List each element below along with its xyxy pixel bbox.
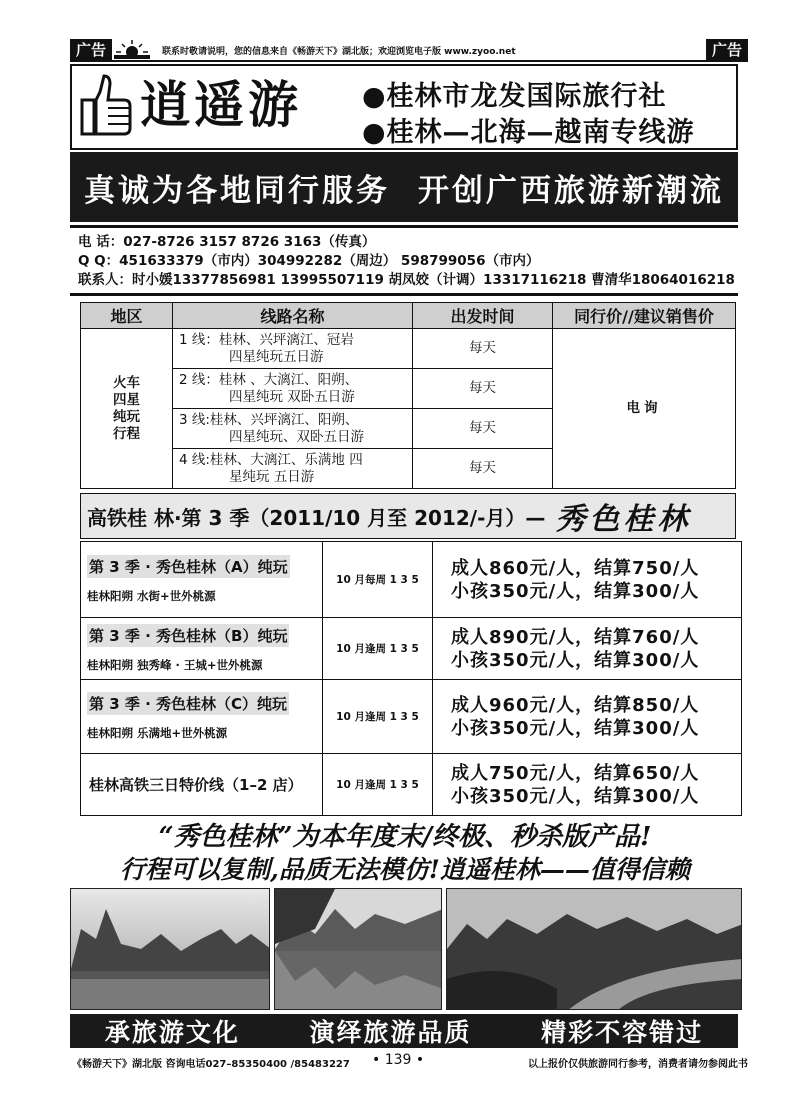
landscape-photo xyxy=(70,888,270,1010)
route-cell: 3 线:桂林、兴坪漓江、阳朔、 四星纯玩、双卧五日游 xyxy=(173,409,413,449)
schedule-cell: 10 月逢周 1 3 5 xyxy=(323,680,433,754)
package-cell: 第 3 季 · 秀色桂林（B）纯玩 桂林阳朔 独秀峰 · 王城+世外桃源 xyxy=(81,618,323,680)
ad-label-right: 广告 xyxy=(706,40,748,59)
train-route-table xyxy=(80,302,736,489)
divider xyxy=(70,225,738,228)
package-cell: 桂林高铁三日特价线（1–2 店） xyxy=(81,754,323,816)
thumbs-up-icon xyxy=(78,70,134,140)
schedule-cell: 10 月逢周 1 3 5 xyxy=(323,754,433,816)
brand-name: 逍遥游 xyxy=(140,75,302,134)
package-cell: 第 3 季 · 秀色桂林（A）纯玩 桂林阳朔 水街+世外桃源 xyxy=(81,542,323,618)
route-cell: 2 线：桂林 、大漓江、阳朔、 四星纯玩 双卧五日游 xyxy=(173,369,413,409)
depart-cell: 每天 xyxy=(413,369,553,409)
sun-logo-icon xyxy=(110,40,154,60)
callout-line-2: 行程可以复制,品质无法模仿!逍遥桂林——值得信赖 xyxy=(120,855,690,884)
route-cell: 4 线:桂林、大漓江、乐满地 四 星纯玩 五日游 xyxy=(173,449,413,489)
landscape-photo xyxy=(274,888,442,1010)
price-cell: 成人750元/人，结算650/人 小孩350元/人，结算300/人 xyxy=(433,754,742,816)
ad-label-left: 广告 xyxy=(70,40,112,59)
price-cell: 成人960元/人，结算850/人 小孩350元/人，结算300/人 xyxy=(433,680,742,754)
divider xyxy=(70,293,738,296)
contact-persons: 联系人：时小媛13377856981 13995507119 胡凤姣（计调）13317116218 曹清华18064016218 xyxy=(78,272,735,288)
region-cell: 火车 四星 纯玩 行程 xyxy=(81,329,173,489)
high-speed-rail-section-title: 高铁桂 林·第 3 季（2011/10 月至 2012/-月）— 秀色桂林 xyxy=(80,493,736,539)
col-header-price: 同行价//建议销售价 xyxy=(553,303,736,329)
slogan-banner xyxy=(70,152,738,222)
table-row xyxy=(81,680,742,754)
callout-line-1: “秀色桂林”为本年度末/终极、秒杀版产品! xyxy=(158,822,652,852)
header-notice: 联系时敬请说明，您的信息来自《畅游天下》湖北版；欢迎浏览电子版 www.zyoo.net xyxy=(162,46,516,57)
schedule-cell: 10 月逢周 1 3 5 xyxy=(323,618,433,680)
bottom-banner: 承旅游文化 演绎旅游品质 精彩不容错过 xyxy=(70,1014,738,1048)
route-line: ●桂林—北海—越南专线游 xyxy=(362,117,695,148)
price-inquiry: 电询 xyxy=(553,329,736,489)
contact-qq: Q Q：451633379（市内）304992282（周边） 598799056（市内） xyxy=(78,253,540,269)
contact-phone: 电 话：027-8726 3157 8726 3163（传真） xyxy=(78,234,376,250)
col-header-route: 线路名称 xyxy=(173,303,413,329)
price-cell: 成人890元/人，结算760/人 小孩350元/人，结算300/人 xyxy=(433,618,742,680)
price-cell: 成人860元/人，结算750/人 小孩350元/人，结算300/人 xyxy=(433,542,742,618)
header-bar xyxy=(70,40,748,62)
route-cell: 1 线：桂林、兴坪漓江、冠岩 四星纯玩五日游 xyxy=(173,329,413,369)
depart-cell: 每天 xyxy=(413,449,553,489)
landscape-photo xyxy=(446,888,742,1010)
footer-right: 以上报价仅供旅游同行参考，消费者请勿参阅此书 xyxy=(528,1059,748,1070)
page-number: • 139 • xyxy=(372,1052,425,1068)
depart-cell: 每天 xyxy=(413,409,553,449)
table-row xyxy=(81,754,742,816)
slogan-left: 真诚为各地同行服务 xyxy=(84,172,390,209)
depart-cell: 每天 xyxy=(413,329,553,369)
footer-left: 《畅游天下》湖北版 咨询电话027–85350400 /85483227 xyxy=(72,1059,350,1070)
package-table xyxy=(80,541,742,816)
table-row xyxy=(81,542,742,618)
package-cell: 第 3 季 · 秀色桂林（C）纯玩 桂林阳朔 乐满地+世外桃源 xyxy=(81,680,323,754)
company-name: ●桂林市龙发国际旅行社 xyxy=(362,81,667,112)
table-row xyxy=(81,618,742,680)
col-header-time: 出发时间 xyxy=(413,303,553,329)
slogan-right: 开创广西旅游新潮流 xyxy=(418,172,724,209)
calligraphy-title: 秀色桂林 xyxy=(555,502,692,537)
col-header-region: 地区 xyxy=(81,303,173,329)
schedule-cell: 10 月每周 1 3 5 xyxy=(323,542,433,618)
